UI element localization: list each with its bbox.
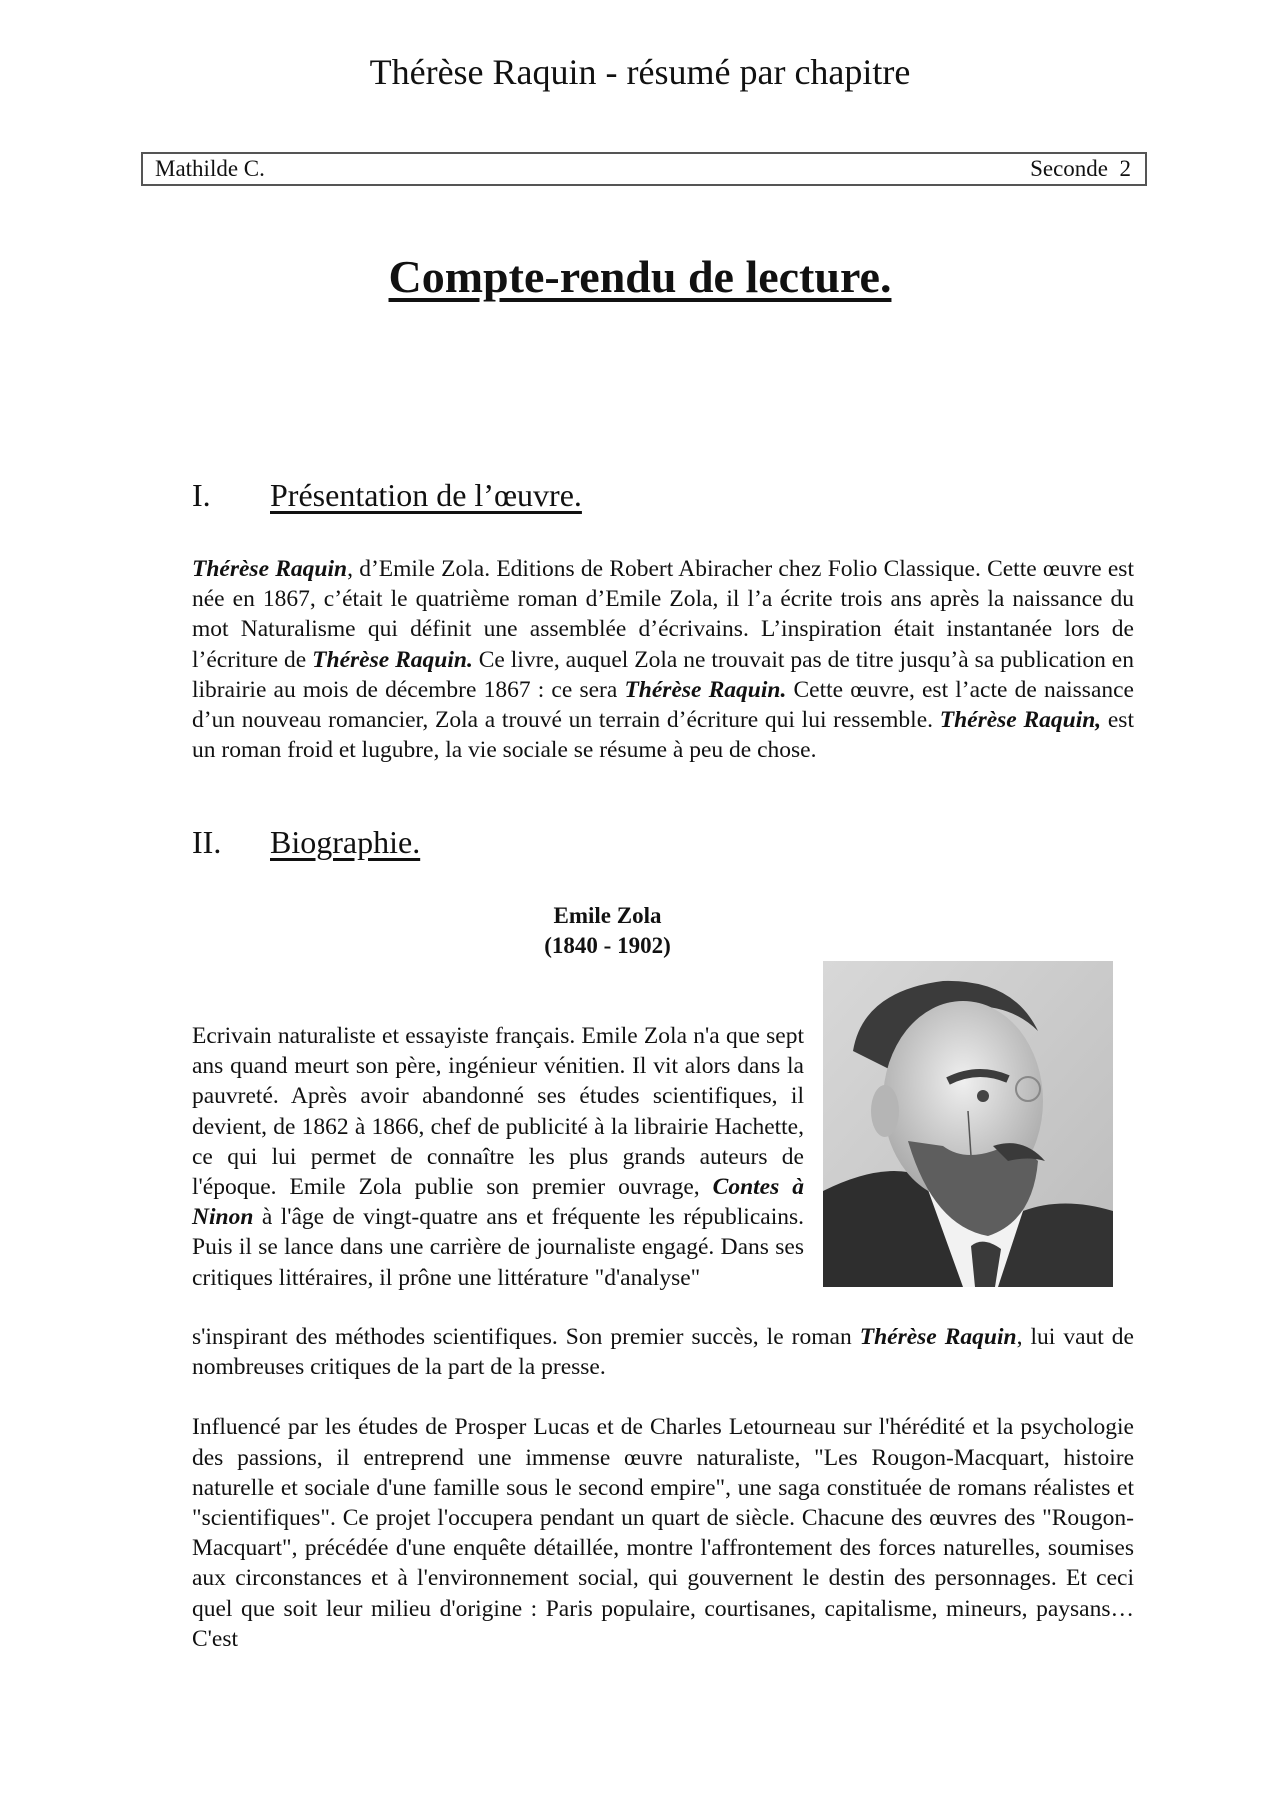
- page-header-title: Thérèse Raquin - résumé par chapitre: [369, 52, 911, 92]
- rougon-macquart-paragraph: Influencé par les études de Prosper Lucas et de Charles Letourneau sur l'hérédité et la psychologie des passions, il entreprend une immense œuvre naturaliste, "Les Rougon-Macquart, histoire naturelle et sociale d'une famille sous le second empire", une saga constituée de romans réalistes et "scientifiques". Ce projet l'occupera pendant un quart de siècle. Chacune des œuvres des "Rougon-Macquart", précédée d'une enquête détaillée, montre l'affrontement des forces naturelles, soumises aux circonstances et à l'environnement social, qui gouvernent le destin des personnages. Et ceci quel que soit leur milieu d'origine : Paris populaire, courtisanes, capitalisme, mineurs, paysans… C'est: [192, 1414, 1134, 1652]
- biography-heading: [0, 901, 1215, 961]
- section-number: I.: [192, 477, 211, 513]
- author-life-dates: (1840 - 1902): [544, 933, 671, 958]
- class-label: Seconde 2: [1030, 156, 1131, 181]
- book-title-emphasis: Contes à Ninon: [192, 1174, 804, 1231]
- biography-paragraph: [192, 1021, 804, 1293]
- section-title: Biographie.: [270, 824, 421, 860]
- document-title: [0, 249, 1280, 305]
- paragraph-text: Ce livre, auquel Zola ne trouvait pas de titre jusqu’à sa publication en librairie au mois de décembre 1867 : ce sera: [192, 646, 1134, 703]
- paragraph-text: à l'âge de vingt-quatre ans et fréquente les républicains. Puis il se lance dans une carrière de journaliste engagé. Dans ses critiques littéraires, il prône une littérature "d'analyse": [192, 1204, 804, 1291]
- book-title-emphasis: Thérèse Raquin.: [312, 646, 473, 673]
- section-heading-biographie: [192, 822, 420, 862]
- author-info-box: [141, 152, 1147, 186]
- book-title-emphasis: Thérèse Raquin.: [624, 676, 787, 703]
- section-title: Présentation de l’œuvre.: [270, 477, 582, 513]
- portrait-illustration: [823, 961, 1113, 1287]
- paragraph-text: Cette œuvre, est l’acte de naissance d’un nouveau romancier, Zola a trouvé un terrain d’écriture qui lui ressemble.: [192, 676, 1134, 734]
- paragraph-text: s'inspirant des méthodes scientifiques. Son premier succès, le roman: [192, 1324, 860, 1350]
- biography-paragraph-continued: [192, 1322, 1134, 1654]
- presentation-paragraph: [192, 554, 1134, 765]
- paragraph-text: , d’Emile Zola. Editions de Robert Abiracher chez Folio Classique. Cette œuvre est née en 1867, c’était le quatrième roman d’Emile Zola, il l’a écrite trois ans après la naissance du mot Naturalisme qui définit une assemblée d’écrivains. L’inspiration était instantanée lors de l’écriture de: [192, 556, 1134, 673]
- book-title-emphasis: Thérèse Raquin: [192, 556, 348, 582]
- section-number: II.: [192, 824, 222, 860]
- author-name: Mathilde C.: [155, 156, 265, 181]
- paragraph-text: , lui vaut de nombreuses critiques de la part de la presse.: [192, 1324, 1134, 1381]
- paragraph-text: est un roman froid et lugubre, la vie sociale se résume à peu de chose.: [192, 707, 1134, 764]
- author-portrait-image: [823, 961, 1113, 1287]
- book-title-emphasis: Thérèse Raquin,: [939, 707, 1102, 734]
- book-title-emphasis: Thérèse Raquin: [859, 1324, 1017, 1350]
- section-heading-presentation: [192, 475, 582, 515]
- paragraph-text: Ecrivain naturaliste et essayiste français. Emile Zola n'a que sept ans quand meurt son père, ingénieur vénitien. Il vit alors dans la pauvreté. Après avoir abandonné ses études scientifiques, il devient, de 1862 à 1866, chef de publicité à la librairie Hachette, ce qui lui permet de connaître les plus grands auteurs de l'époque. Emile Zola publie son premier ouvrage,: [192, 1023, 804, 1201]
- document-title-text: Compte-rendu de lecture.: [388, 251, 892, 302]
- author-full-name: Emile Zola: [553, 903, 662, 928]
